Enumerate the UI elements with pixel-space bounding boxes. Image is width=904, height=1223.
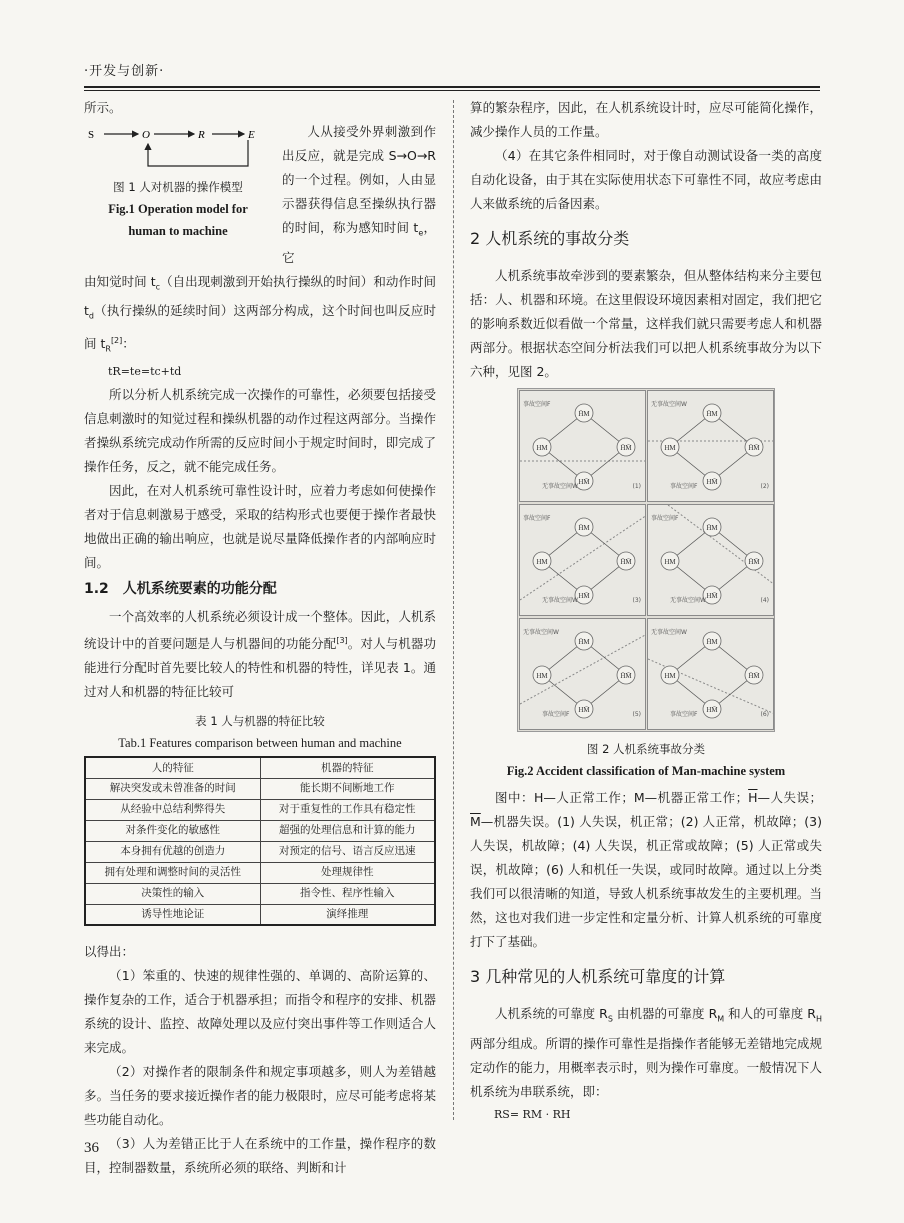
state-node-label: H̄M̄	[748, 444, 760, 452]
panel-number: (3)	[632, 597, 641, 604]
node-R: R	[198, 129, 205, 141]
section-heading-2: 2 人机系统的事故分类	[470, 229, 630, 248]
paragraph: （1）笨重的、快速的规律性强的、单调的、高阶运算的、操作复杂的工作，适合于机器承担；而指令和程序的安排、机器系统的设计、监控、故障处理以及应付突出事件等工作则适合人来完成。	[84, 968, 436, 1056]
space-label-top: 事故空间F	[523, 401, 551, 408]
table-cell: 决策性的输入	[85, 883, 260, 904]
figure-1-caption-cn: 图 1 人对机器的操作模型	[113, 180, 243, 194]
paragraph: 算的繁杂程序，因此，在人机系统设计时，应尽可能简化操作，减少操作人员的工作量。	[470, 100, 822, 139]
figure-1-side-text: 人从接受外界刺激到作出反应，就是完成 S→O→R 的一个过程。例如，人由显示器获得信息至操纵执行器的时间，称为感知时间 $t_e$，它	[282, 124, 436, 265]
state-node-label: H̄M̄	[748, 558, 760, 566]
column-divider	[453, 100, 454, 1120]
paragraph: 人机系统的可靠度 $R_S$ 由机器的可靠度 $R_M$ 和人的可靠度 $R_H$ 两部分组成。所谓的操作可靠性是指操作者能够无差错地完成规定动作的能力，用概率表示时，则为操作可靠度。一般情况下人机系统为串联系统，即：	[470, 1006, 822, 1099]
state-node-label: HM̄	[706, 706, 718, 714]
state-node-label: HM̄	[578, 478, 590, 486]
accident-panel	[519, 504, 646, 616]
formula-series-reliability: RS= RM · RH	[494, 1107, 571, 1121]
table-cell: 对于重复性的工作具有稳定性	[260, 799, 435, 820]
state-node-label: H̄M̄	[620, 444, 632, 452]
paragraph: （2）对操作者的限制条件和规定事项越多，则人为差错越多。当任务的要求接近操作者的能力极限时，应尽可能考虑将某些功能自动化。	[84, 1064, 436, 1128]
state-node-label: HM	[664, 558, 676, 566]
section-heading-1-2: 1.2 人机系统要素的功能分配	[84, 581, 277, 598]
accident-panel	[647, 618, 774, 730]
state-node-label: H̄M	[578, 524, 590, 532]
state-node-label: H̄M̄	[620, 558, 632, 566]
space-label-top: 无事故空间W	[651, 401, 687, 408]
table-cell: 能长期不间断地工作	[260, 778, 435, 799]
state-node-label: H̄M	[578, 638, 590, 646]
space-label-top: 事故空间F	[523, 515, 551, 522]
state-node-label: HM̄	[578, 592, 590, 600]
figure-2-caption-en: Fig.2 Accident classification of Man-machine system	[506, 764, 786, 778]
table-cell: 对预定的信号、语言反应迅速	[260, 841, 435, 862]
state-node-label: HM	[536, 558, 548, 566]
paragraph: 由知觉时间 $t_c$（自出现刺激到开始执行操纵的时间）和动作时间 $t_d$（执行操纵的延续时间）这两部分构成，这个时间也叫反应时间 $t_R[2]$：	[84, 273, 436, 354]
operation-model-diagram	[84, 122, 272, 176]
table-row	[85, 862, 435, 883]
state-node-label: H̄M	[706, 638, 718, 646]
space-label-bottom: 无事故空间W	[542, 483, 578, 490]
table-row	[85, 841, 435, 862]
table-1-caption-en: Tab.1 Features comparison between human and machine	[118, 736, 402, 751]
table-row	[85, 799, 435, 820]
state-node-label: H̄M	[706, 524, 718, 532]
paragraph: （3）人为差错正比于人在系统中的工作量，操作程序的数目，控制器数量，系统所必须的联络、判断和计	[84, 1136, 436, 1176]
table-cell: 诱导性地论证	[85, 904, 260, 925]
panel-number: (5)	[632, 711, 641, 718]
table-cell: 超强的处理信息和计算的能力	[260, 820, 435, 841]
state-node-label: H̄M	[578, 410, 590, 418]
panel-number: (2)	[760, 483, 769, 490]
node-O: O	[142, 129, 150, 141]
accident-panel	[647, 504, 774, 616]
state-node-label: HM	[664, 444, 676, 452]
left-column	[84, 96, 436, 1180]
header-rule	[84, 86, 820, 88]
table-header-row	[85, 757, 435, 778]
panel-number: (6)	[760, 711, 769, 718]
state-node-label: HM̄	[706, 478, 718, 486]
paragraph: 人机系统事故牵涉到的要素繁杂，但从整体结构来分主要包括：人、机器和环境。在这里假设环境因素相对固定，我们把它的影响系数近似看做一个常量，这样我们就只需要考虑人和机器两部分。根据状态空间分析法我们可以把人机系统事故分为以下六种，见图 2。	[470, 268, 822, 379]
panel-number: (4)	[760, 597, 769, 604]
space-label-top: 无事故空间W	[651, 629, 687, 636]
table-row	[85, 820, 435, 841]
paragraph: 因此，在对人机系统可靠性设计时，应着力考虑如何使操作者对于信息刺激易于感受，采取的结构形式也要便于操作者最快地做出正确的输出响应，也就是说尽量降低操作者的内部响应时间。	[84, 483, 436, 571]
right-column	[470, 96, 822, 1126]
section-heading-3: 3 几种常见的人机系统可靠度的计算	[470, 967, 726, 986]
table-cell: 处理规律性	[260, 862, 435, 883]
running-header: ·开发与创新·	[84, 64, 165, 79]
state-node-label: H̄M̄	[748, 672, 760, 680]
table-cell: 解决突发或未曾准备的时间	[85, 778, 260, 799]
accident-panel	[647, 390, 774, 502]
state-node-label: HM	[664, 672, 676, 680]
figure-2-caption-cn: 图 2 人机系统事故分类	[586, 742, 706, 756]
paragraph: 所示。	[84, 100, 122, 115]
space-label-bottom: 事故空间F	[542, 711, 570, 718]
table-1-caption-cn: 表 1 人与机器的特征比较	[195, 714, 325, 729]
state-node-label: HM	[536, 672, 548, 680]
features-table	[84, 756, 436, 926]
figure-1-caption-en-line2: human to machine	[128, 224, 228, 238]
state-node-label: HM̄	[706, 592, 718, 600]
page-number: 36	[84, 1140, 99, 1156]
table-header-cell: 人的特征	[85, 757, 260, 778]
paragraph: （4）在其它条件相同时，对于像自动测试设备一类的高度自动化设备，由于其在实际使用状态下可靠性不同，故应考虑由人来做系统的后备因素。	[470, 148, 822, 211]
accident-panel	[519, 390, 646, 502]
table-row	[85, 904, 435, 925]
figure-2-legend: 图中：H—人正常工作；M—机器正常工作；$\overline{H}—$人失误；$\overline{M}—$机器失误。(1) 人失误，机正常；(2) 人正常，机故障；(3) 人失误，机故障；(4) 人失误，机正常或故障；(5) 人正常或失误，机故障；(6) 人和机任一失误，或同时故障。通过以上分类我们可以很清晰的知道，导致人机系统事故发生的主要机理。当然，这也对我们进一步定性和定量分析、计算人机系统的可靠度打下了基础。	[470, 790, 822, 949]
state-node-label: HM	[536, 444, 548, 452]
space-label-top: 无事故空间W	[523, 629, 559, 636]
table-cell: 对条件变化的敏感性	[85, 820, 260, 841]
state-node-label: H̄M̄	[620, 672, 632, 680]
space-boundary-line	[668, 505, 774, 585]
formula-reaction-time: tR=te=tc+td	[108, 365, 182, 379]
figure-1	[84, 120, 272, 270]
space-label-bottom: 无事故空间W	[670, 597, 706, 604]
table-cell: 指令性、程序性输入	[260, 883, 435, 904]
table-cell: 从经验中总结利弊得失	[85, 799, 260, 820]
table-header-cell: 机器的特征	[260, 757, 435, 778]
table-cell: 拥有处理和调整时间的灵活性	[85, 862, 260, 883]
space-label-top: 事故空间F	[651, 515, 679, 522]
paragraph: 一个高效率的人机系统必须设计成一个整体。因此，人机系统设计中的首要问题是人与机器间的功能分配[3]。对人与机器功能进行分配时首先要比较人的特性和机器的特性，详见表 1。通过对人和机器的特征比较可	[84, 609, 436, 700]
node-E: E	[248, 129, 255, 141]
table-cell: 演绎推理	[260, 904, 435, 925]
figure-1-block	[84, 120, 436, 270]
panel-number: (1)	[632, 483, 641, 490]
header-rule-thin	[84, 90, 820, 91]
text-run: 人从接受外界刺激到作出反应，就是完成 S→O→R 的一个过程。例如，人由显示器获得信息至操纵执行器的时间，称为感知时间 t	[282, 124, 436, 235]
figure-1-caption-en-line1: Fig.1 Operation model for	[108, 202, 248, 216]
accident-panel	[519, 618, 646, 730]
paragraph: 以得出：	[84, 944, 135, 960]
space-label-bottom: 事故空间F	[670, 483, 698, 490]
space-label-bottom: 事故空间F	[670, 711, 698, 718]
state-node-label: H̄M	[706, 410, 718, 418]
table-row	[85, 883, 435, 904]
node-S: S	[88, 129, 95, 141]
figure-2-accident-classification	[517, 388, 775, 732]
paragraph: 所以分析人机系统完成一次操作的可靠性，必须要包括接受信息刺激时的知觉过程和操纵机器的动作过程这两部分。当操作者操纵系统完成动作所需的反应时间小于规定时间时，即完成了操作任务，反之，就不能完成任务。	[84, 387, 436, 475]
table-cell: 本身拥有优越的创造力	[85, 841, 260, 862]
state-node-label: HM̄	[578, 706, 590, 714]
table-row	[85, 778, 435, 799]
space-label-bottom: 无事故空间W	[542, 597, 578, 604]
